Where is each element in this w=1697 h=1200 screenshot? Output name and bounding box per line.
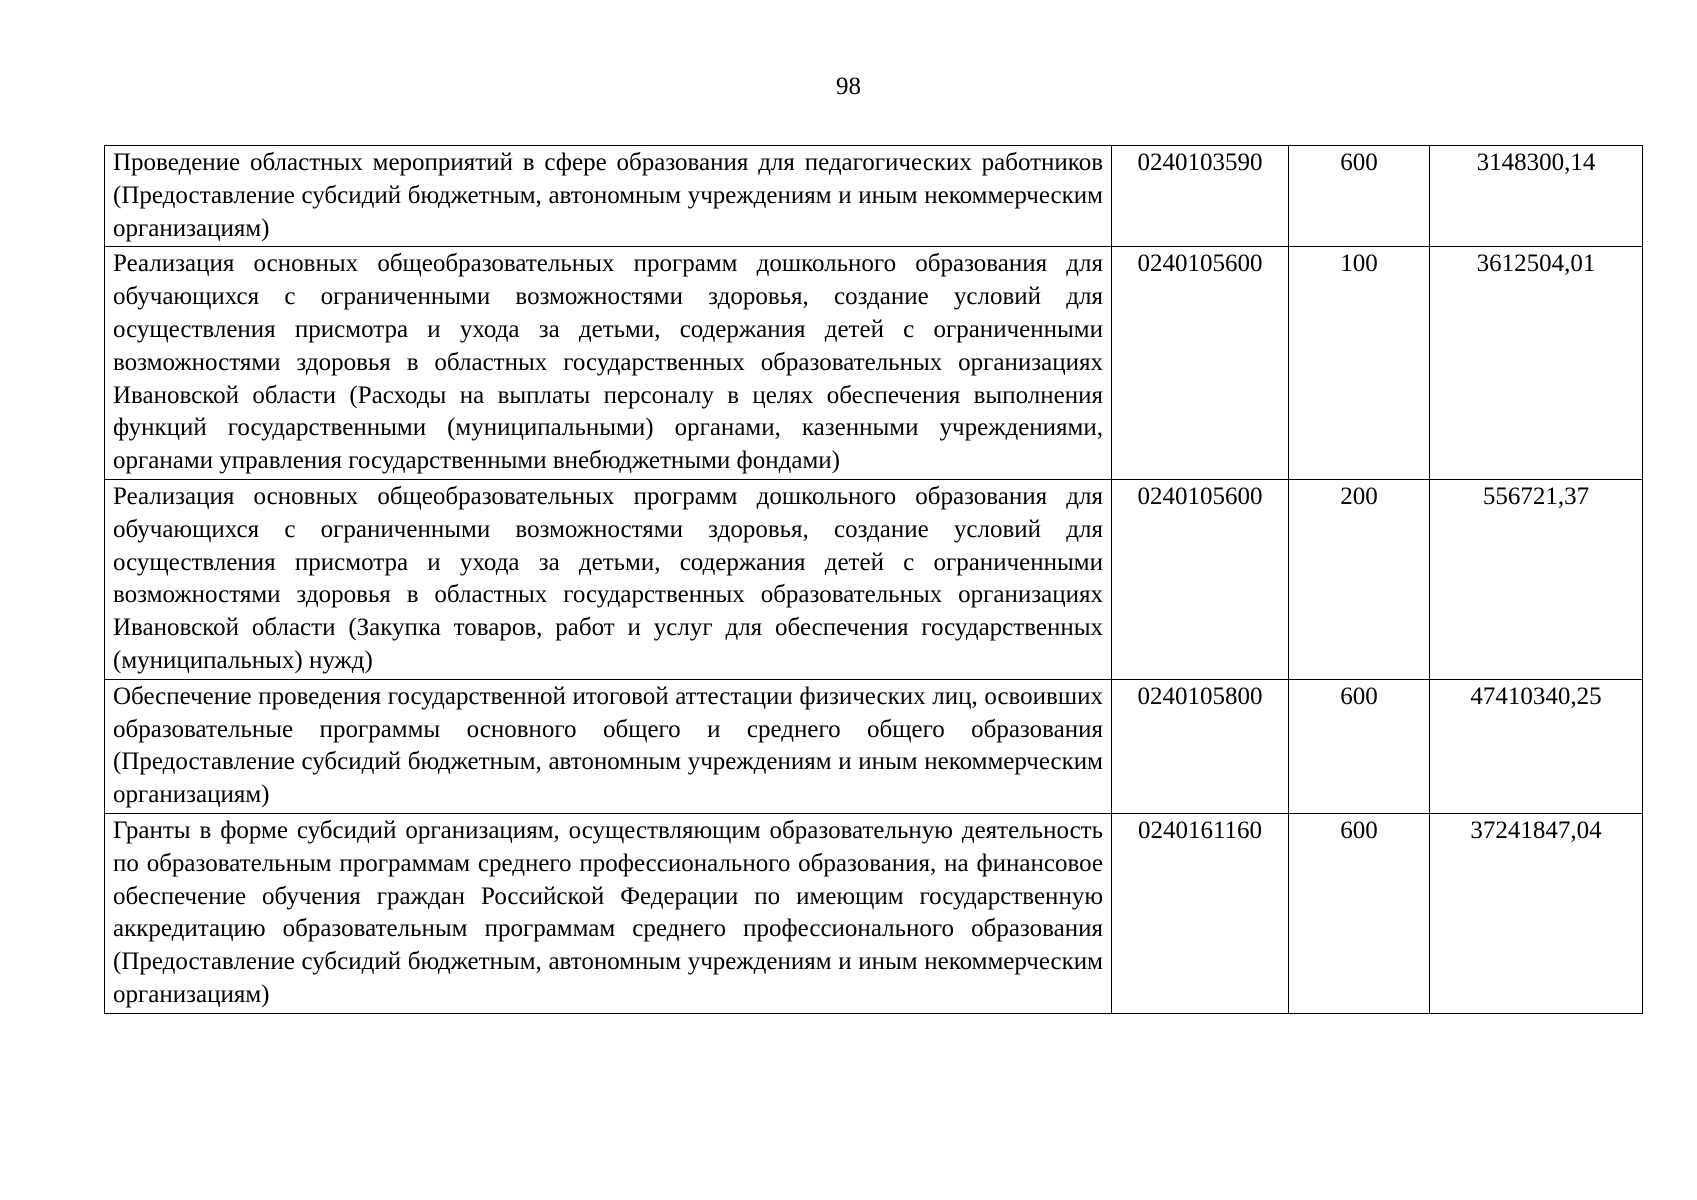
table-row <box>105 146 1643 247</box>
row-amount: 556721,37 <box>1430 479 1643 679</box>
row-expense-kind: 100 <box>1289 247 1430 480</box>
row-expense-kind: 600 <box>1289 679 1430 813</box>
row-amount: 37241847,04 <box>1430 813 1643 1013</box>
row-description: Гранты в форме субсидий организациям, осуществляющим образовательную деятельность по образовательным программам среднего профессионального образования, на финансовое обеспечение обучения граждан Российской Федерации по имеющим государственную аккредитацию образовательным программам среднего профессионального образования (Предоставление субсидий бюджетным, автономным учреждениям и иным некоммерческим организациям) <box>105 813 1112 1013</box>
table-row <box>105 247 1643 480</box>
row-amount: 47410340,25 <box>1430 679 1643 813</box>
row-amount: 3148300,14 <box>1430 146 1643 247</box>
row-expense-kind: 200 <box>1289 479 1430 679</box>
row-description: Обеспечение проведения государственной итоговой аттестации физических лиц, освоивших образовательные программы основного общего и среднего общего образования (Предоставление субсидий бюджетным, автономным учреждениям и иным некоммерческим организациям) <box>105 679 1112 813</box>
budget-table <box>104 145 1643 1014</box>
table-row <box>105 813 1643 1013</box>
row-description: Проведение областных мероприятий в сфере образования для педагогических работников (Предоставление субсидий бюджетным, автономным учреждениям и иным некоммерческим организациям) <box>105 146 1112 247</box>
row-description: Реализация основных общеобразовательных программ дошкольного образования для обучающихся с ограниченными возможностями здоровья, создание условий для осуществления присмотра и ухода за детьми, содержания детей с ограниченными возможностями здоровья в областных государственных образовательных организациях Ивановской области (Расходы на выплаты персоналу в целях обеспечения выполнения функций государственными (муниципальными) органами, казенными учреждениями, органами управления государственными внебюджетными фондами) <box>105 247 1112 480</box>
table-row <box>105 479 1643 679</box>
row-expense-kind: 600 <box>1289 146 1430 247</box>
row-target-code: 0240105800 <box>1112 679 1289 813</box>
row-target-code: 0240105600 <box>1112 247 1289 480</box>
page-number: 98 <box>836 73 861 100</box>
row-target-code: 0240105600 <box>1112 479 1289 679</box>
table-row <box>105 679 1643 813</box>
row-description: Реализация основных общеобразовательных программ дошкольного образования для обучающихся с ограниченными возможностями здоровья, создание условий для осуществления присмотра и ухода за детьми, содержания детей с ограниченными возможностями здоровья в областных государственных образовательных организациях Ивановской области (Закупка товаров, работ и услуг для обеспечения государственных (муниципальных) нужд) <box>105 479 1112 679</box>
row-expense-kind: 600 <box>1289 813 1430 1013</box>
row-target-code: 0240103590 <box>1112 146 1289 247</box>
row-target-code: 0240161160 <box>1112 813 1289 1013</box>
row-amount: 3612504,01 <box>1430 247 1643 480</box>
